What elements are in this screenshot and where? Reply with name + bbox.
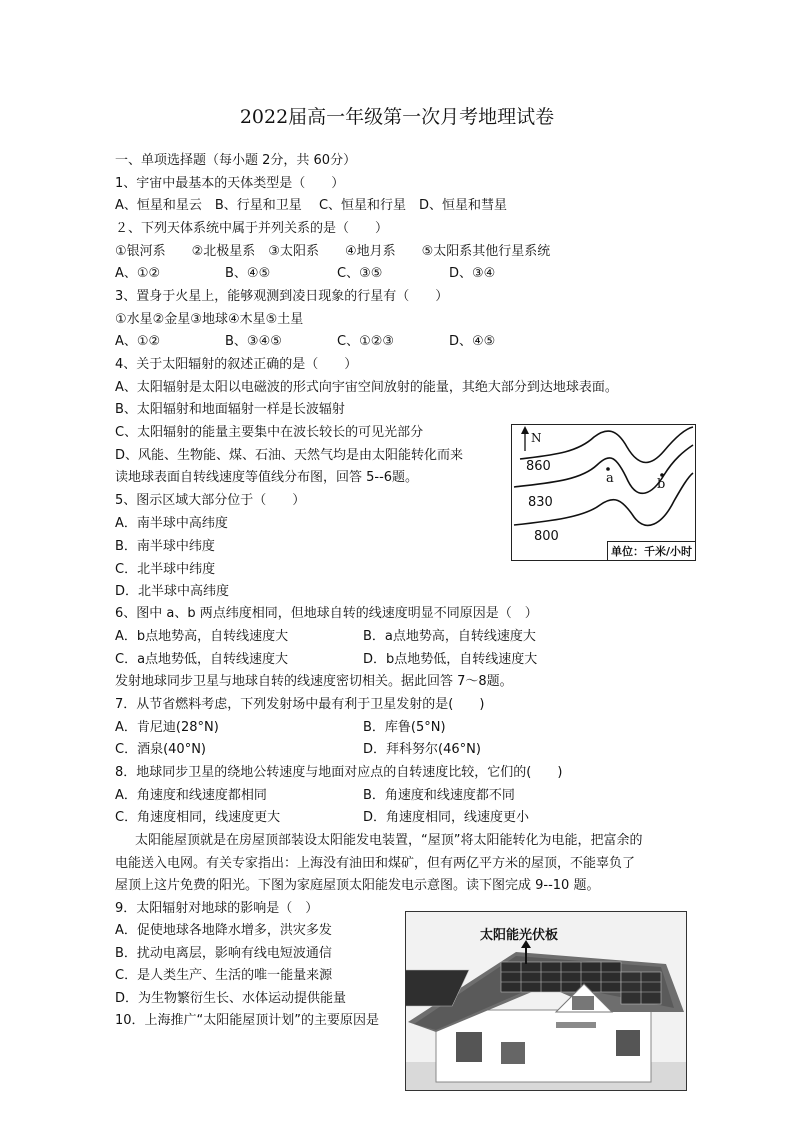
q9-option-d: D．为生物繁衍生长、水体运动提供能量	[115, 991, 347, 1006]
q6-stem: 6、图中 a、b 两点纬度相同，但地球自转的线速度明显不同原因是（ ）	[115, 606, 538, 621]
q3-items: ①水星②金星③地球④木星⑤土星	[115, 312, 304, 327]
q3-option-a: A、①②	[115, 334, 161, 349]
reading-instruction-5-6: 读地球表面自转线速度等值线分布图，回答 5--6题。	[115, 470, 419, 485]
north-label: N	[531, 431, 542, 445]
q5-option-d: D．北半球中高纬度	[115, 584, 230, 599]
q4-option-a: A、太阳辐射是太阳以电磁波的形式向宇宙空间放射的能量，其绝大部分到达地球表面。	[115, 380, 618, 395]
unit-label: 单位：千米/小时	[607, 541, 695, 560]
q8-stem: 8．地球同步卫星的绕地公转速度与地面对应点的自转速度比较，它们的( )	[115, 765, 563, 780]
q9-option-b: B．扰动电离层，影响有线电短波通信	[115, 946, 332, 961]
isoline-map	[511, 424, 696, 561]
q6-option-a: A．b点地势高，自转线速度大	[115, 629, 289, 644]
q9-option-c: C．是人类生产、生活的唯一能量来源	[115, 968, 333, 983]
q5-option-b: B．南半球中纬度	[115, 539, 215, 554]
passage-line-1: 太阳能屋顶就是在房屋顶部装设太阳能发电装置，“屋顶”将太阳能转化为电能，把富余的	[135, 833, 643, 848]
q7-stem: 7．从节省燃料考虑，下列发射场中最有利于卫星发射的是( )	[115, 697, 485, 712]
q2-stem: ２、下列天体系统中属于并列关系的是（ ）	[115, 221, 389, 236]
q4-stem: 4、关于太阳辐射的叙述正确的是（ ）	[115, 357, 358, 372]
q2-items: ①银河系 ②北极星系 ③太阳系 ④地月系 ⑤太阳系其他行星系统	[115, 244, 551, 259]
q5-option-a: A．南半球中高纬度	[115, 516, 228, 531]
isoline-label-800: 800	[534, 529, 559, 544]
section-heading: 一、单项选择题（每小题 2分，共 60分）	[115, 153, 357, 168]
reading-instruction-7-8: 发射地球同步卫星与地球自转的线速度密切相关。据此回答 7～8题。	[115, 674, 513, 689]
q2-option-b: B、④⑤	[225, 266, 271, 281]
passage-line-3: 屋顶上这片免费的阳光。下图为家庭屋顶太阳能发电示意图。读下图完成 9--10 题。	[115, 878, 600, 893]
passage-line-2: 电能送入电网。有关专家指出：上海没有油田和煤矿，但有两亿平方米的屋顶，不能辜负了	[115, 856, 636, 871]
isoline-label-830: 830	[528, 495, 553, 510]
q1-options: A、恒星和星云 B、行星和卫星 C、恒星和行星 D、恒星和彗星	[115, 198, 508, 213]
q7-option-a: A．肯尼迪(28°N)	[115, 720, 219, 735]
q8-option-d: D．角速度相同，线速度更小	[363, 810, 530, 825]
q5-stem: 5、图示区域大部分位于（ ）	[115, 493, 306, 508]
q3-option-c: C、①②③	[337, 334, 395, 349]
solar-roof-photo	[405, 911, 687, 1091]
q4-option-b: B、太阳辐射和地面辐射一样是长波辐射	[115, 402, 345, 417]
q3-stem: 3、置身于火星上，能够观测到凌日现象的行星有（ ）	[115, 289, 449, 304]
q4-option-d: D、风能、生物能、煤、石油、天然气均是由太阳能转化而来	[115, 448, 464, 463]
q7-option-d: D．拜科努尔(46°N)	[363, 742, 481, 757]
q7-option-c: C．酒泉(40°N)	[115, 742, 206, 757]
q3-option-b: B、③④⑤	[225, 334, 282, 349]
isoline-label-860: 860	[526, 459, 551, 474]
q9-option-a: A．促使地球各地降水增多，洪灾多发	[115, 923, 332, 938]
q9-stem: 9．太阳辐射对地球的影响是（ ）	[115, 901, 319, 916]
q2-option-c: C、③⑤	[337, 266, 383, 281]
point-b-label: b	[657, 477, 666, 492]
page-title: 2022届高一年级第一次月考地理试卷	[239, 106, 555, 128]
q5-option-c: C．北半球中纬度	[115, 562, 216, 577]
q8-option-c: C．角速度相同，线速度更大	[115, 810, 281, 825]
q7-option-b: B．库鲁(5°N)	[363, 720, 446, 735]
q8-option-b: B．角速度和线速度都不同	[363, 788, 515, 803]
q8-option-a: A．角速度和线速度都相同	[115, 788, 267, 803]
q6-option-d: D．b点地势低，自转线速度大	[363, 652, 538, 667]
q6-option-c: C．a点地势低，自转线速度大	[115, 652, 289, 667]
point-a-label: a	[606, 471, 614, 486]
q4-option-c: C、太阳辐射的能量主要集中在波长较长的可见光部分	[115, 425, 424, 440]
q3-option-d: D、④⑤	[449, 334, 496, 349]
q1-stem: 1、宇宙中最基本的天体类型是（ ）	[115, 176, 345, 191]
q2-option-d: D、③④	[449, 266, 496, 281]
q10-stem: 10．上海推广“太阳能屋顶计划”的主要原因是	[115, 1013, 380, 1028]
q2-option-a: A、①②	[115, 266, 161, 281]
solar-panel-label: 太阳能光伏板	[480, 928, 559, 943]
q6-option-b: B．a点地势高，自转线速度大	[363, 629, 536, 644]
